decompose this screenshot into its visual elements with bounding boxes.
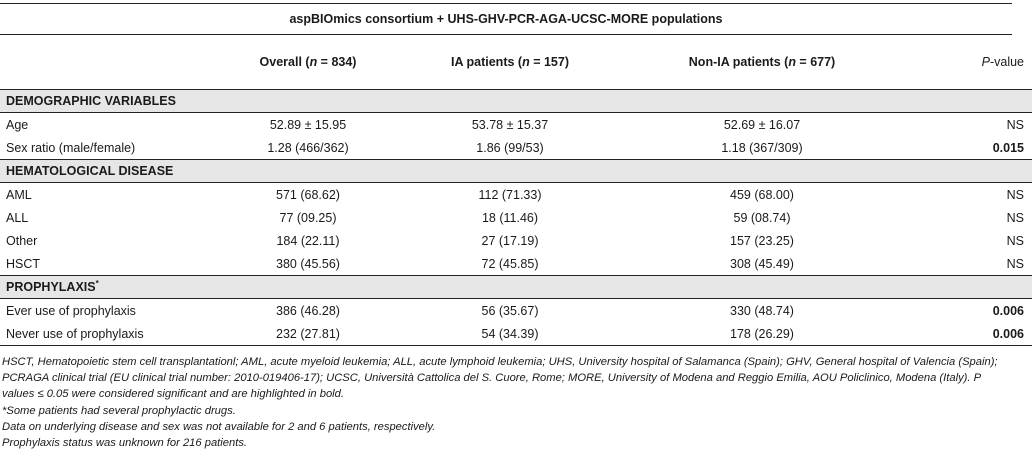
cell-ia: 1.86 (99/53) [476, 140, 544, 155]
italic-symbol: P [981, 55, 990, 69]
table-title: aspBIOmics consortium + UHS-GHV-PCR-AGA-UCSC-MORE populations [0, 3, 1012, 35]
footnote: HSCT, Hematopoietic stem cell transplantationl; AML, acute myeloid leukemia; ALL, acute lymphoid leukemia; UHS, University hospital of Salamanca (Spain); GHV, General hospital of Valencia (Spain); PCRAGA clinical trial (EU clinical trial number: 2010-019406-17); UCSC, Università Cattolica del S. Cuore, Rome; MORE, University of Modena and Reggio Emilia, AOU Policlinico, Modena (Italy). P values ≤ 0.05 were considered significant and are highlighted in bold. [2, 356, 998, 401]
footnote-mark: * [95, 278, 99, 288]
italic-symbol: n [522, 55, 530, 69]
row-label: Never use of prophylaxis [0, 322, 212, 346]
row-label: AML [6, 187, 32, 202]
cell-ia: 27 (17.19) [481, 233, 539, 248]
cell-pvalue: 0.006 [992, 303, 1024, 318]
row-label: HSCT [6, 256, 41, 271]
table-row [0, 322, 1032, 346]
section-demographic [0, 90, 1032, 113]
cell-nonia: 330 (48.74) [730, 303, 794, 318]
cell-pvalue: NS [1006, 233, 1024, 248]
cell-ia: 54 (34.39) [404, 322, 616, 346]
cell-overall: 380 (45.56) [276, 256, 340, 271]
cell-pvalue: 0.015 [992, 140, 1024, 155]
italic-symbol: n [788, 55, 796, 69]
cell-overall: 77 (09.25) [279, 210, 337, 225]
header-blank [0, 35, 212, 90]
cell-pvalue: 0.006 [908, 322, 1032, 346]
data-table [0, 35, 1032, 346]
footnote: *Some patients had several prophylactic drugs. [2, 404, 236, 417]
row-label: Ever use of prophylaxis [6, 303, 136, 318]
cell-pvalue: NS [1006, 187, 1024, 202]
table-container [0, 3, 1024, 451]
row-label: Sex ratio (male/female) [6, 140, 136, 155]
footnote: Data on underlying disease and sex was not available for 2 and 6 patients, respectively. [2, 420, 436, 433]
cell-overall: 184 (22.11) [276, 233, 340, 248]
section-label-text: PROPHYLAXIS [6, 280, 96, 294]
footnote: Prophylaxis status was unknown for 216 patients. [2, 437, 248, 450]
cell-overall: 52.89 ± 15.95 [269, 117, 347, 132]
cell-pvalue: NS [1006, 256, 1024, 271]
cell-nonia: 308 (45.49) [730, 256, 794, 271]
cell-overall: 386 (46.28) [276, 303, 340, 318]
cell-pvalue: NS [1006, 117, 1024, 132]
header-row [0, 35, 1032, 90]
cell-overall: 232 (27.81) [212, 322, 404, 346]
header-nonia: Non-IA patients (n = 677) [616, 35, 908, 90]
row-label: ALL [6, 210, 29, 225]
section-prophylaxis [0, 276, 1032, 299]
section-hematological [0, 160, 1032, 183]
header-ia: IA patients (n = 157) [404, 35, 616, 90]
row-label: Other [6, 233, 38, 248]
row-label: Age [6, 117, 29, 132]
table-row [0, 206, 1032, 229]
cell-ia: 112 (71.33) [478, 187, 542, 202]
table-row [0, 252, 1032, 276]
header-pvalue: P-value [908, 35, 1032, 90]
cell-overall: 1.28 (466/362) [267, 140, 349, 155]
table-row [0, 136, 1032, 160]
cell-nonia: 59 (08.74) [733, 210, 791, 225]
header-overall: Overall (n = 834) [212, 35, 404, 90]
italic-symbol: n [309, 55, 318, 69]
cell-pvalue: NS [1006, 210, 1024, 225]
table-row [0, 299, 1032, 323]
cell-nonia: 157 (23.25) [730, 233, 794, 248]
cell-ia: 53.78 ± 15.37 [471, 117, 549, 132]
cell-nonia: 52.69 ± 16.07 [723, 117, 801, 132]
cell-nonia: 459 (68.00) [730, 187, 794, 202]
cell-ia: 72 (45.85) [481, 256, 539, 271]
table-row [0, 183, 1032, 207]
table-row [0, 113, 1032, 137]
cell-overall: 571 (68.62) [276, 187, 340, 202]
table-row [0, 229, 1032, 252]
cell-ia: 56 (35.67) [481, 303, 539, 318]
cell-nonia: 178 (26.29) [616, 322, 908, 346]
section-label [0, 276, 1032, 299]
section-label: DEMOGRAPHIC VARIABLES [0, 90, 1032, 113]
table-footnotes [0, 346, 1012, 451]
cell-ia: 18 (11.46) [481, 210, 539, 225]
cell-nonia: 1.18 (367/309) [721, 140, 803, 155]
section-label: HEMATOLOGICAL DISEASE [0, 160, 1032, 183]
